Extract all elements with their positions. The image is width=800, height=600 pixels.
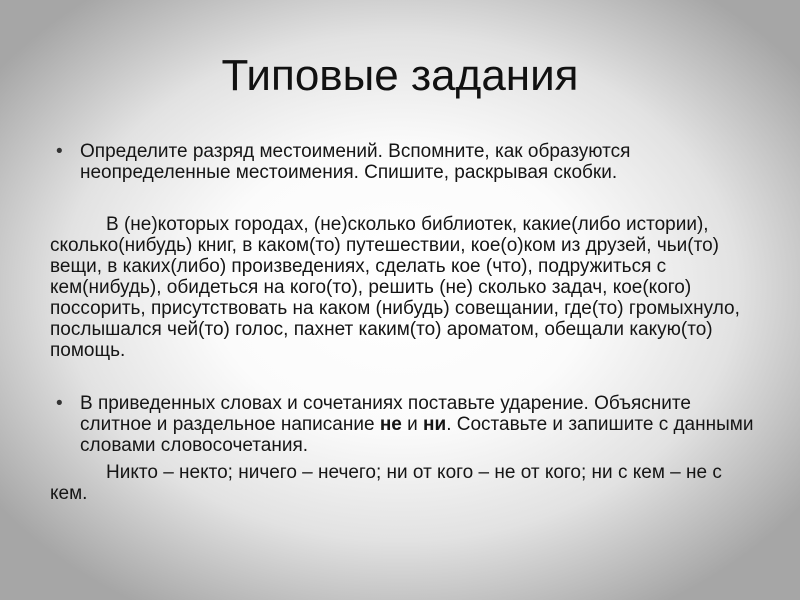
exercise-2-paragraph xyxy=(50,462,760,504)
task-2-bullet xyxy=(50,393,760,456)
exercise-2-text: Никто – некто; ничего – нечего; ни от кого – не от кого; ни с кем – не с кем. xyxy=(50,462,722,504)
task-2-text-part2: . Составьте и запишите с данными словами словосочетания. xyxy=(80,414,754,456)
task-2-text-part1: В приведенных словах и сочетаниях поставьте ударение. Объясните слитное и раздельное написание xyxy=(80,393,691,435)
exercise-1-text: В (не)которых городах, (не)сколько библиотек, какие(либо истории), сколько(нибудь) книг, в каком(то) путешествии, кое(о)ком из друзей, чьи(то) вещи, в каких(либо) произведениях, сделать кое (что), подружиться с кем(нибудь), обидеться на кого(то), решить (не) сколько задач, кое(кого) поссорить, присутствовать на каком (нибудь) совещании, где(то) громыхнуло, послышался чей(то) голос, пахнет каким(то) ароматом, обещали какую(то) помощь. xyxy=(50,214,740,361)
task-2-conj: и xyxy=(401,414,424,435)
spacer xyxy=(50,361,760,393)
bullet-icon: • xyxy=(56,393,63,414)
task-2-bold-ne: не xyxy=(379,414,402,435)
exercise-1-paragraph xyxy=(50,214,760,361)
task-1-text: Определите разряд местоимений. Вспомните, как образуются неопределенные местоимения. Спишите, раскрывая скобки. xyxy=(80,141,631,183)
task-2-bold-ni: ни xyxy=(423,414,447,435)
slide-title: Типовые задания xyxy=(221,51,579,100)
bullet-icon: • xyxy=(56,141,63,162)
slide-content xyxy=(50,141,760,504)
task-1-bullet xyxy=(50,141,760,183)
spacer xyxy=(50,183,760,214)
